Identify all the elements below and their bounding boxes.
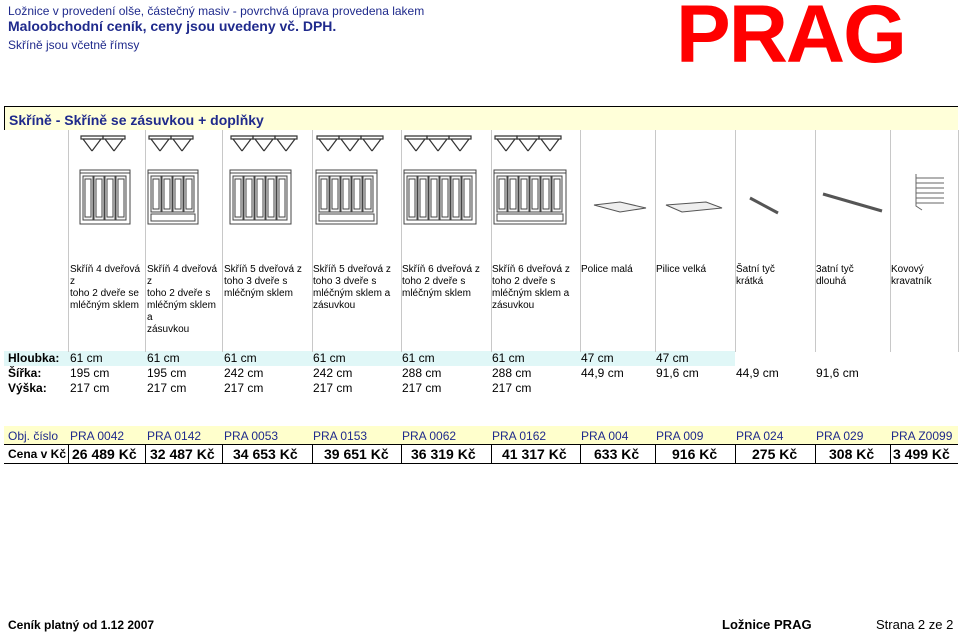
- product-name: [581, 264, 656, 276]
- depth-label: Hloubka:: [8, 351, 60, 365]
- product-name-line: Pilice velká: [656, 264, 707, 275]
- product-name-line: toho 2 dveře se: [70, 288, 139, 299]
- product-name-line: toho 3 dveře s: [313, 276, 377, 287]
- column-divider: [655, 130, 656, 352]
- price-value: 916 Kč: [672, 446, 718, 462]
- width-value: 288 cm: [492, 366, 532, 380]
- depth-value: 61 cm: [313, 351, 346, 365]
- product-name: [402, 264, 492, 300]
- price-value: 26 489 Kč: [72, 446, 137, 462]
- width-value: 44,9 cm: [736, 366, 779, 380]
- product-name-line: mléčným sklem: [70, 300, 139, 311]
- product-name-line: zásuvkou: [492, 300, 535, 311]
- width-value: 242 cm: [313, 366, 353, 380]
- width-value: 195 cm: [70, 366, 110, 380]
- price-cell-border: [890, 444, 891, 463]
- depth-value: 61 cm: [70, 351, 103, 365]
- product-name-line: mléčným sklem: [402, 288, 471, 299]
- product-name-line: Skříň 5 dveřová z: [224, 264, 302, 275]
- width-value: 195 cm: [147, 366, 187, 380]
- price-cell-border: [655, 444, 656, 463]
- price-value: 633 Kč: [594, 446, 640, 462]
- product-name-line: mléčným sklem a: [313, 288, 391, 299]
- column-divider: [890, 130, 891, 352]
- order-code: PRA 0142: [147, 429, 202, 443]
- price-cell-border: [815, 444, 816, 463]
- price-value: 275 Kč: [752, 446, 798, 462]
- price-value: 34 653 Kč: [233, 446, 298, 462]
- price-cell-border: [312, 444, 313, 463]
- header-line-2: Maloobchodní ceník, ceny jsou uvedeny vč. DPH.: [8, 18, 337, 34]
- price-value: 32 487 Kč: [150, 446, 215, 462]
- price-value: 41 317 Kč: [502, 446, 567, 462]
- product-name-line: toho 2 dveře s: [402, 276, 466, 287]
- product-name: [891, 264, 959, 288]
- column-divider: [401, 130, 402, 352]
- order-code: PRA 0153: [313, 429, 368, 443]
- product-name: [224, 264, 314, 300]
- height-value: 217 cm: [402, 381, 442, 395]
- order-code: PRA 0162: [492, 429, 547, 443]
- column-divider: [68, 130, 69, 352]
- width-value: 91,6 cm: [816, 366, 859, 380]
- depth-value: 61 cm: [147, 351, 180, 365]
- depth-value: 47 cm: [656, 351, 689, 365]
- product-name-line: Skříň 6 dveřová z: [492, 264, 570, 275]
- product-name-line: toho 2 dveře s: [492, 276, 556, 287]
- order-code: PRA 004: [581, 429, 629, 443]
- order-code: PRA Z0099: [891, 429, 953, 443]
- price-value: 308 Kč: [829, 446, 875, 462]
- height-value: 217 cm: [313, 381, 353, 395]
- product-name-line: krátká: [736, 276, 764, 287]
- width-value: 91,6 cm: [656, 366, 699, 380]
- width-label: Šířka:: [8, 366, 42, 380]
- footer-title: Ložnice PRAG: [722, 617, 812, 632]
- height-value: 217 cm: [224, 381, 264, 395]
- depth-value: 61 cm: [492, 351, 525, 365]
- product-name: [816, 264, 891, 288]
- depth-value: 61 cm: [402, 351, 435, 365]
- section-title-bar: [4, 106, 958, 130]
- product-name: [736, 264, 816, 288]
- section-title: Skříně - Skříně se zásuvkou + doplňky: [9, 112, 264, 128]
- height-label: Výška:: [8, 381, 47, 395]
- height-value: 217 cm: [147, 381, 187, 395]
- footer-page: Strana 2 ze 2: [876, 617, 954, 632]
- width-value: 242 cm: [224, 366, 264, 380]
- price-value: 3 499 Kč: [893, 446, 950, 462]
- price-cell-border: [401, 444, 402, 463]
- product-name-line: zásuvkou: [147, 324, 190, 335]
- price-cell-border: [68, 444, 69, 463]
- order-code: PRA 024: [736, 429, 784, 443]
- column-divider: [580, 130, 581, 352]
- order-code: PRA 0062: [402, 429, 457, 443]
- column-divider: [312, 130, 313, 352]
- product-name: [492, 264, 581, 312]
- order-code: PRA 029: [816, 429, 864, 443]
- product-name-line: Skříň 4 dveřová z: [147, 264, 218, 287]
- product-name-line: mléčným sklem: [224, 288, 293, 299]
- product-name-line: dlouhá: [816, 276, 847, 287]
- width-value: 288 cm: [402, 366, 442, 380]
- column-divider: [145, 130, 146, 352]
- product-name-line: Police malá: [581, 264, 633, 275]
- prag-logo: PRAG: [676, 0, 905, 80]
- column-divider: [735, 130, 736, 352]
- product-name-line: kravatník: [891, 276, 932, 287]
- product-name-line: zásuvkou: [313, 300, 356, 311]
- order-code: PRA 009: [656, 429, 704, 443]
- product-name-line: Šatní tyč: [736, 264, 775, 275]
- price-label: Cena v Kč: [8, 447, 67, 461]
- product-name: [70, 264, 147, 312]
- depth-value: 47 cm: [581, 351, 614, 365]
- product-name: [313, 264, 402, 312]
- price-cell-border: [222, 444, 223, 463]
- product-name-line: 3atní tyč: [816, 264, 854, 275]
- order-code: PRA 0053: [224, 429, 279, 443]
- column-divider: [491, 130, 492, 352]
- product-name: [147, 264, 224, 336]
- code-label: Obj. číslo: [8, 429, 59, 443]
- product-name-line: mléčným sklem a: [492, 288, 570, 299]
- header-line-1: Ložnice v provedení olše, částečný masiv - povrchvá úprava provedena lakem: [8, 4, 425, 18]
- height-value: 217 cm: [70, 381, 110, 395]
- order-code: PRA 0042: [70, 429, 125, 443]
- column-divider: [815, 130, 816, 352]
- price-cell-border: [145, 444, 146, 463]
- product-name: [656, 264, 736, 276]
- depth-value: 61 cm: [224, 351, 257, 365]
- header-line-3: Skříně jsou včetně římsy: [8, 38, 140, 52]
- dim-band: [4, 351, 735, 366]
- product-name-line: toho 3 dveře s: [224, 276, 288, 287]
- product-name-line: toho 2 dveře s: [147, 288, 211, 299]
- price-cell-border: [491, 444, 492, 463]
- width-value: 44,9 cm: [581, 366, 624, 380]
- product-name-line: Kovový: [891, 264, 924, 275]
- price-cell-border: [580, 444, 581, 463]
- product-name-line: Skříň 5 dveřová z: [313, 264, 391, 275]
- footer-validity: Ceník platný od 1.12 2007: [8, 618, 155, 632]
- product-name-line: mléčným sklem a: [147, 300, 216, 323]
- height-value: 217 cm: [492, 381, 532, 395]
- price-cell-border: [735, 444, 736, 463]
- product-name-line: Skříň 6 dveřová z: [402, 264, 480, 275]
- price-value: 39 651 Kč: [324, 446, 389, 462]
- column-divider: [958, 130, 959, 352]
- product-name-line: Skříň 4 dveřová z: [70, 264, 141, 287]
- price-value: 36 319 Kč: [411, 446, 476, 462]
